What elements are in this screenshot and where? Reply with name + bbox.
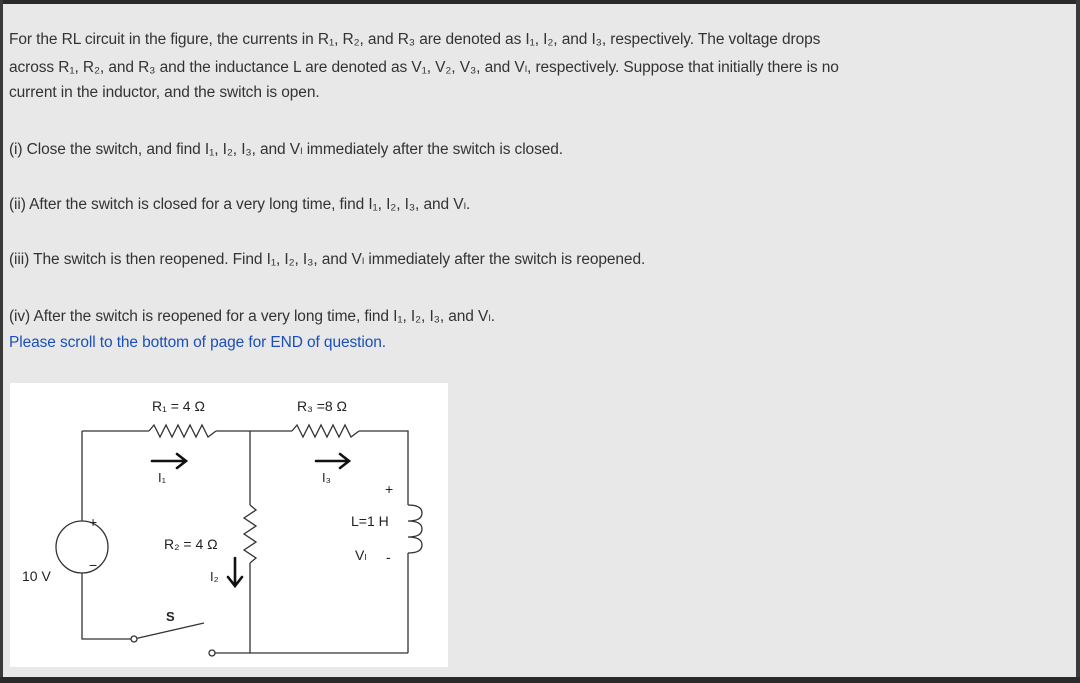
r1-label: R₁ = 4 Ω — [152, 398, 205, 414]
question-part-i: (i) Close the switch, and find I₁, I₂, I₃, and Vₗ immediately after the switch is closed. — [9, 141, 563, 158]
switch-contact — [209, 650, 215, 656]
vl-plus-sign: + — [385, 481, 394, 497]
circuit-svg — [10, 383, 448, 667]
question-part-iii: (iii) The switch is then reopened. Find I₁, I₂, I₃, and Vₗ immediately after the switch is reopened. — [9, 251, 646, 268]
i2-label: I₂ — [210, 569, 219, 584]
i1-arrow-icon — [152, 454, 186, 468]
vl-minus-sign: - — [386, 549, 391, 565]
i2-arrow-icon — [228, 558, 242, 586]
window-left-edge — [0, 0, 3, 683]
wire-left-bottom — [82, 573, 134, 639]
window-bottom-edge — [0, 677, 1080, 683]
circuit-diagram — [10, 383, 448, 667]
source-voltage-label: 10 V — [22, 568, 51, 584]
question-part-ii: (ii) After the switch is closed for a very long time, find I₁, I₂, I₃, and Vₗ. — [9, 196, 471, 213]
r3-label: R₃ =8 Ω — [297, 398, 348, 414]
i3-arrow-icon — [316, 454, 349, 468]
problem-intro-line-3: current in the inductor, and the switch is open. — [9, 84, 320, 101]
source-plus-sign: + — [89, 514, 98, 530]
i1-label: I₁ — [158, 470, 166, 485]
inductor-label: L=1 H — [351, 513, 389, 529]
i3-label: I₃ — [322, 470, 331, 485]
inductor-coil — [408, 505, 422, 553]
resistor-r2 — [244, 505, 256, 563]
question-part-iv: (iv) After the switch is reopened for a very long time, find I₁, I₂, I₃, and Vₗ. — [9, 308, 495, 325]
vl-label: Vₗ — [355, 547, 367, 563]
source-minus-sign: − — [89, 557, 98, 573]
wire-top-right — [359, 431, 408, 505]
resistor-r1 — [149, 425, 216, 437]
r2-label: R₂ = 4 Ω — [164, 536, 218, 552]
scroll-note-link[interactable]: Please scroll to the bottom of page for END of question. — [9, 334, 386, 351]
resistor-r3 — [292, 425, 359, 437]
switch-pivot — [131, 636, 137, 642]
window-right-edge — [1076, 0, 1080, 683]
problem-intro-line-2: across R₁, R₂, and R₃ and the inductance L are denoted as V₁, V₂, V₃, and Vₗ, respectively. Suppose that initially there is no — [9, 59, 839, 76]
switch-blade — [134, 623, 204, 639]
voltage-source-circle — [56, 521, 108, 573]
window-top-edge — [0, 0, 1080, 4]
problem-intro-line-1: For the RL circuit in the figure, the currents in R₁, R₂, and R₃ are denoted as I₁, I₂, and I₃, respectively. The voltage drops — [9, 31, 821, 48]
switch-label: S — [166, 609, 175, 624]
